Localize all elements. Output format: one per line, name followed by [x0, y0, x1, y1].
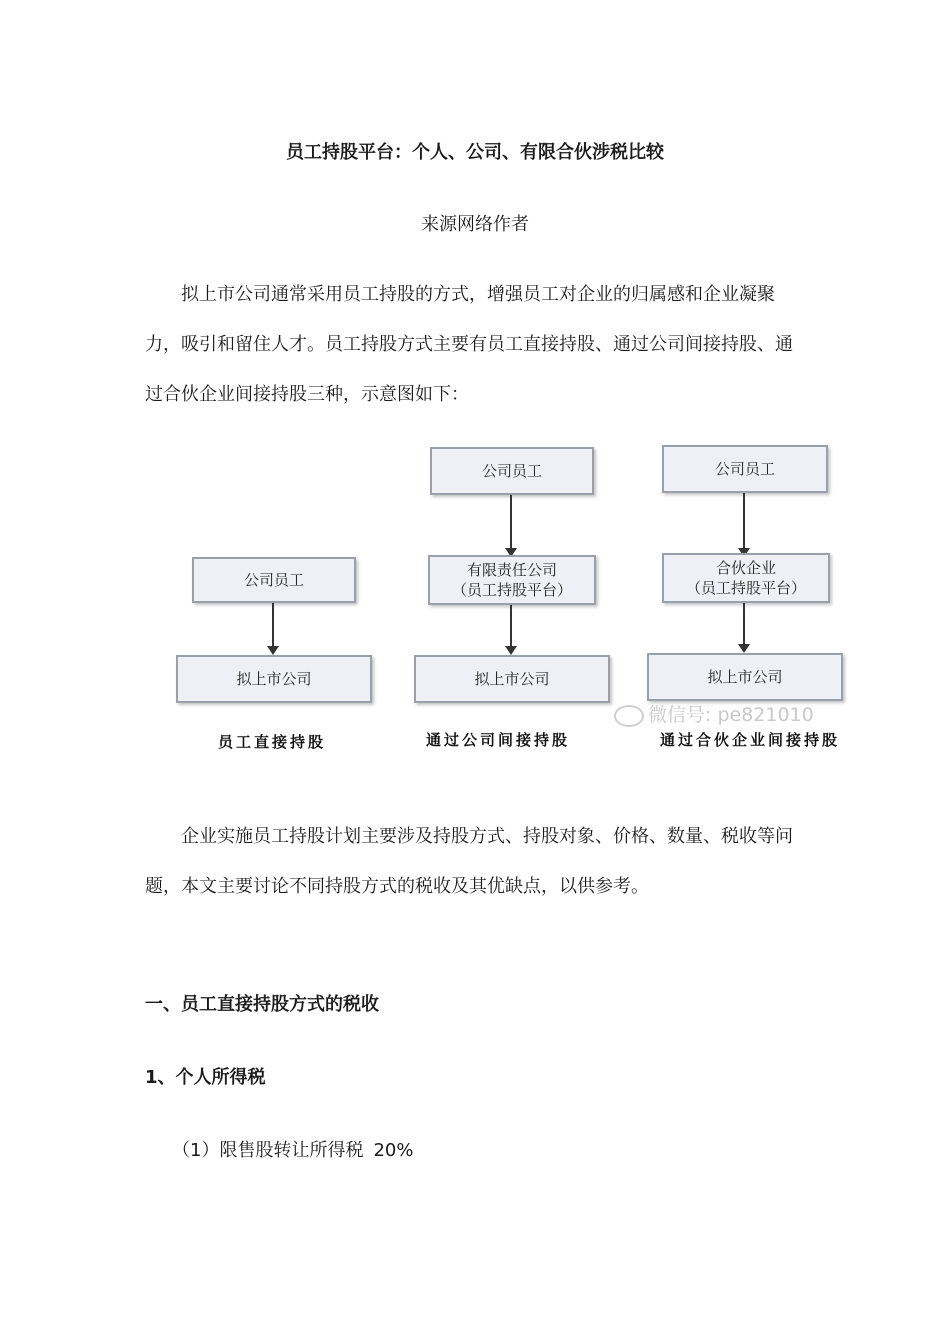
col3-partnership-box: [662, 553, 830, 603]
col2-llc-box: [428, 555, 596, 605]
item-rate: 20%: [373, 1140, 414, 1161]
col3-bottom-label: 拟上市公司: [707, 668, 783, 686]
intro-paragraph: [145, 270, 805, 420]
second-paragraph: [145, 812, 805, 912]
col1-company-box: [176, 655, 372, 703]
col1-employee-box: [192, 557, 356, 603]
col3-arrow-2: [743, 603, 745, 645]
item-label: （1）限售股转让所得税: [172, 1140, 364, 1161]
section-heading-1: 一、员工直接持股方式的税收: [145, 994, 379, 1015]
col2-company-box: [414, 655, 610, 703]
col1-arrow: [272, 603, 274, 647]
col2-middle-line1: 有限责任公司: [466, 561, 557, 579]
col2-arrow-1: [510, 495, 512, 549]
col1-caption: 员工直接持股: [218, 733, 327, 751]
col3-caption: 通过合伙企业间接持股: [660, 731, 841, 749]
list-item: [172, 1136, 413, 1162]
document-title: 员工持股平台：个人、公司、有限合伙涉税比较: [286, 142, 664, 163]
col1-bottom-label: 拟上市公司: [236, 670, 312, 688]
col2-top-label: 公司员工: [481, 462, 542, 480]
intro-text: 拟上市公司通常采用员工持股的方式，增强员工对企业的归属感和企业凝聚力，吸引和留住人才。员工持股方式主要有员工直接持股、通过公司间接持股、通过合伙企业间接持股三种，示意图如下：: [145, 284, 793, 405]
watermark: [614, 700, 814, 727]
second-text: 企业实施员工持股计划主要涉及持股方式、持股对象、价格、数量、税收等问题，本文主要讨论不同持股方式的税收及其优缺点，以供参考。: [145, 826, 793, 897]
col3-company-box: [647, 653, 843, 701]
col3-arrow-1: [743, 493, 745, 549]
document-source: 来源网络作者: [421, 214, 529, 235]
col3-top-label: 公司员工: [714, 460, 775, 478]
col2-caption: 通过公司间接持股: [426, 731, 571, 749]
wechat-icon: [614, 705, 644, 727]
col2-middle-line2: （员工持股平台）: [451, 581, 572, 599]
shareholding-diagram: [160, 435, 860, 755]
col2-arrow-2: [510, 605, 512, 647]
watermark-text: 微信号: pe821010: [648, 704, 814, 726]
col3-middle-line2: （员工持股平台）: [685, 579, 806, 597]
col1-top-label: 公司员工: [243, 571, 304, 589]
col3-middle-line1: 合伙企业: [715, 559, 776, 577]
col2-employee-box: [430, 447, 594, 495]
subsection-heading-1: 1、个人所得税: [145, 1067, 266, 1088]
col3-employee-box: [662, 445, 828, 493]
col2-bottom-label: 拟上市公司: [474, 670, 550, 688]
